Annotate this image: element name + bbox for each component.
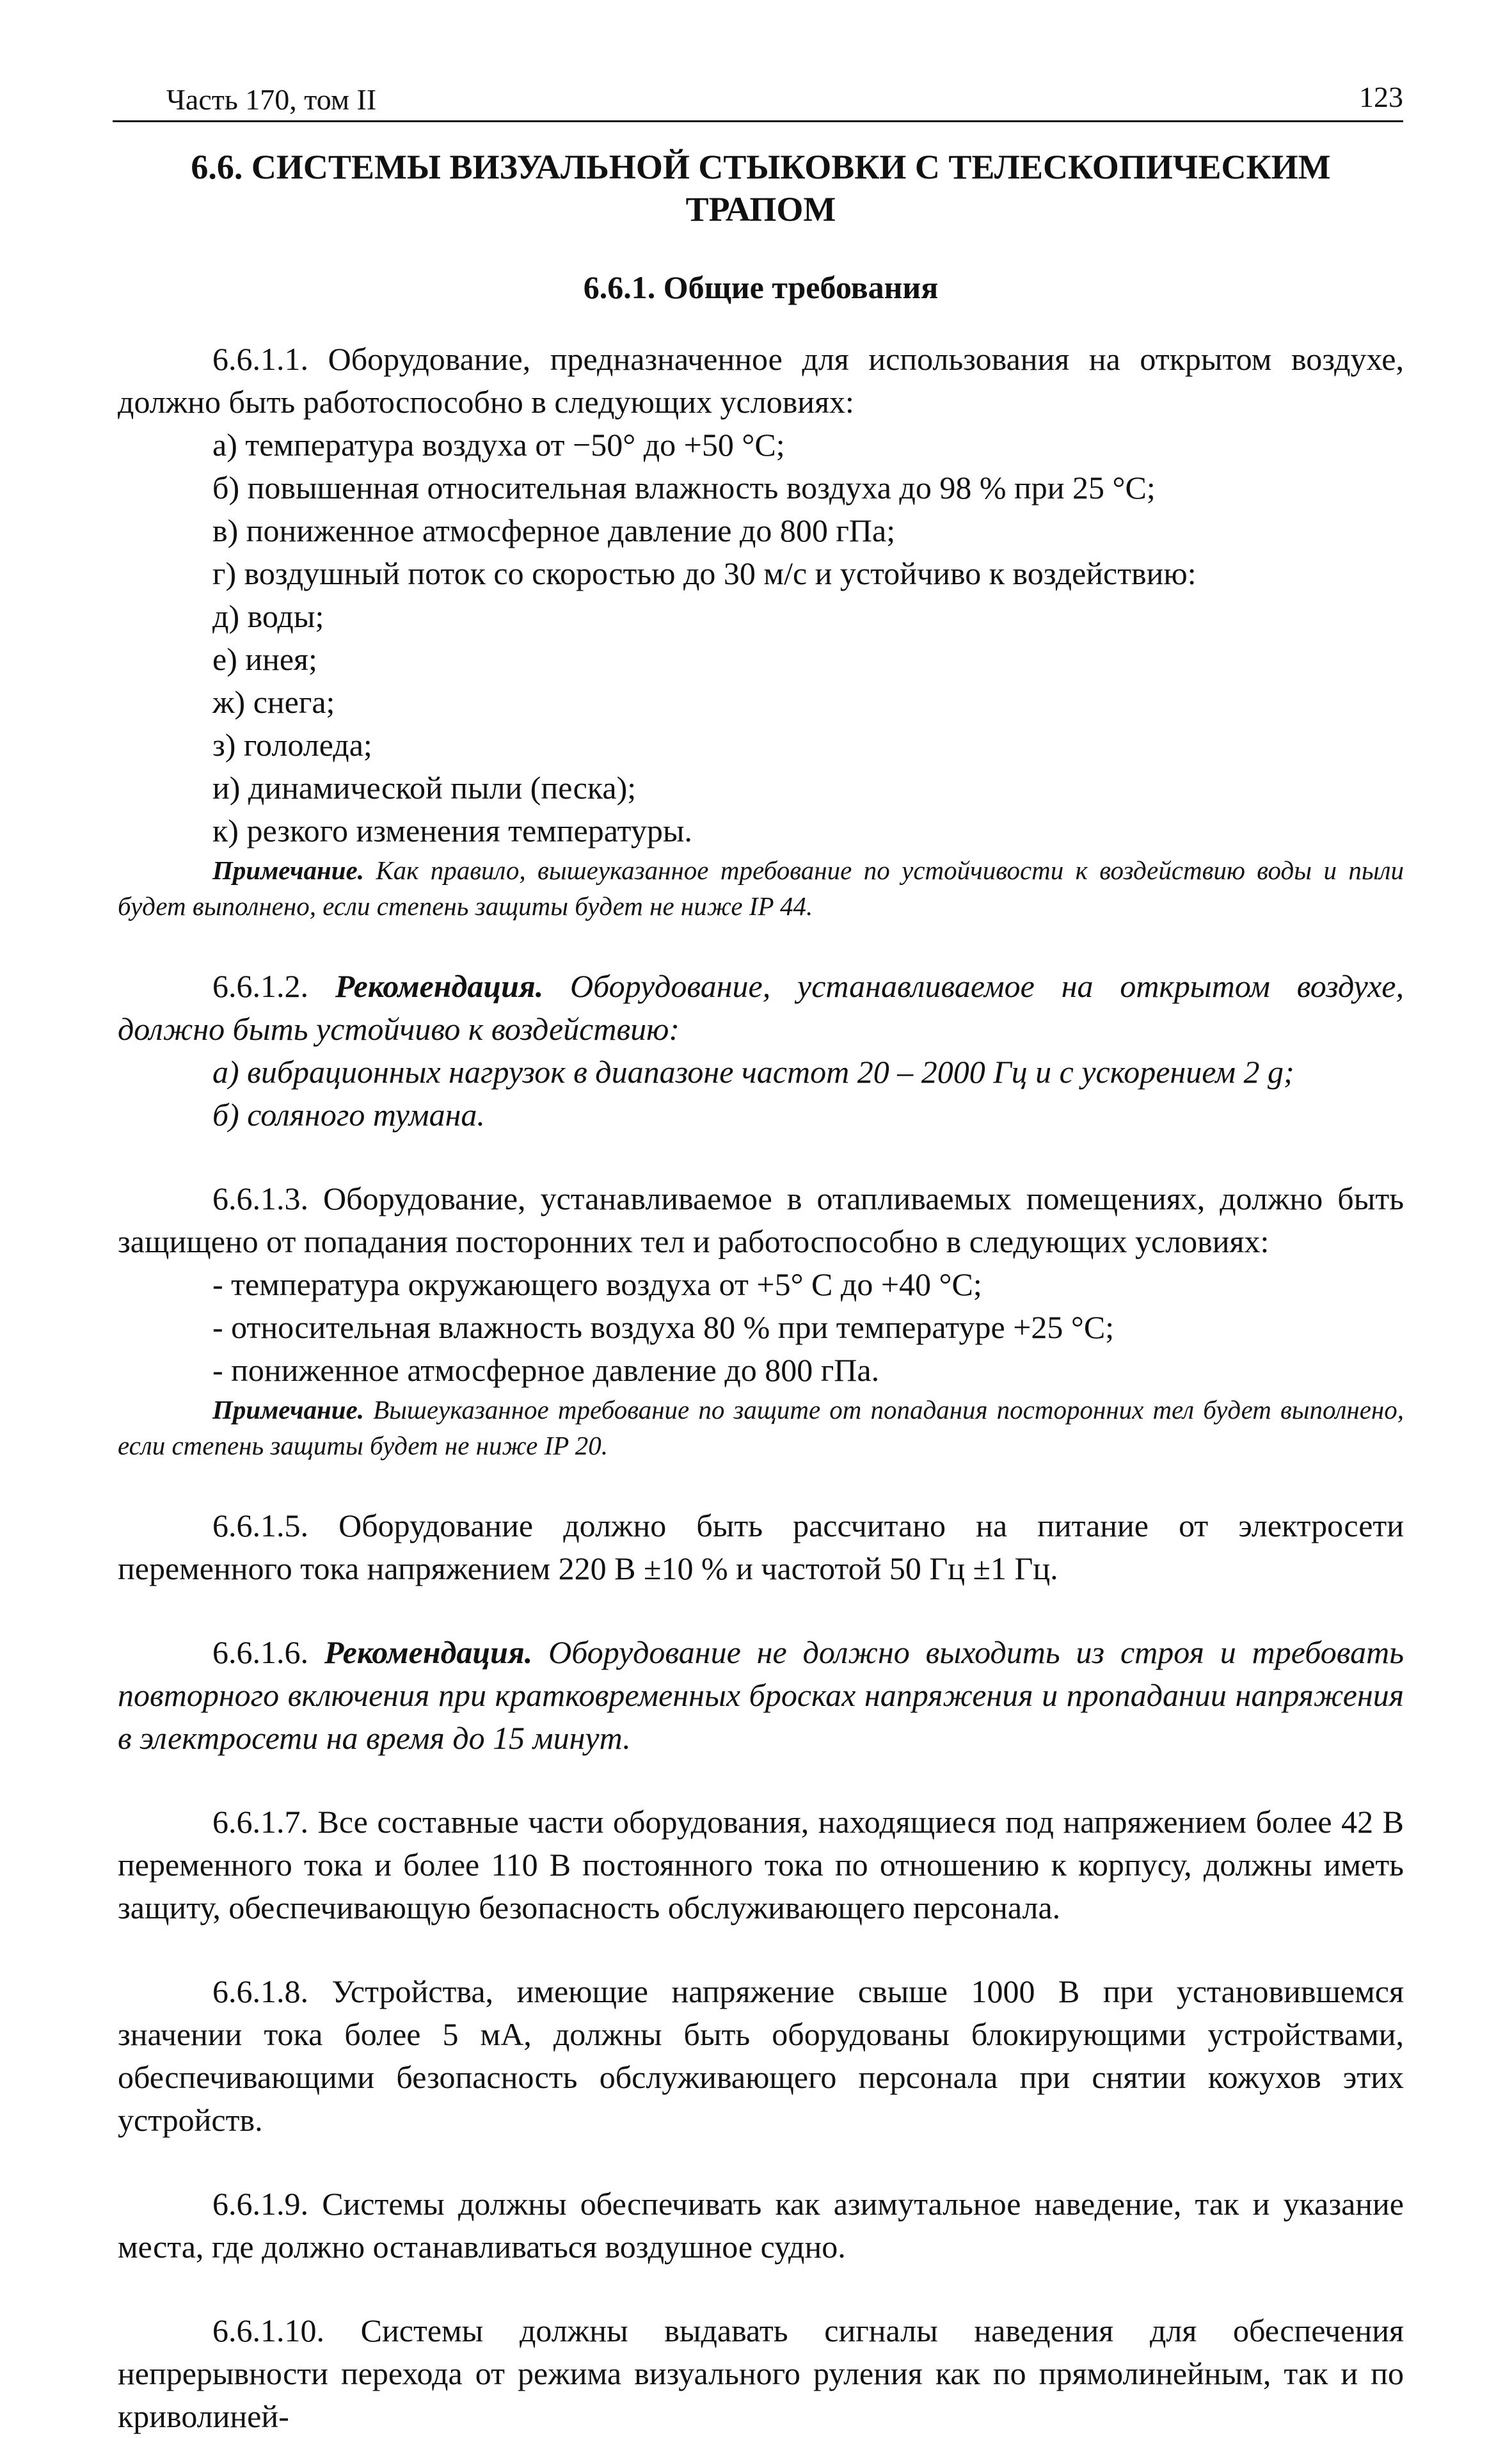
note-text: Как правило, вышеуказанное требование по устойчивости к воздействию воды и пыли будет выполнено, если степень защиты будет не ниже IP 44. [118,856,1404,921]
header-part-volume: Часть 170, том II [166,83,377,116]
list-item: е) инея; [212,641,317,677]
list-item: а) температура воздуха от −50° до +50 °С; [212,427,785,463]
paragraph-6-6-1-3: 6.6.1.3. Оборудование, устанавливаемое в отапливаемых помещениях, должно быть защищено от попадания посторонних тел и работоспособно в следующих условиях: [118,1181,1404,1259]
list-item: а) вибрационных нагрузок в диапазоне частот 20 – 2000 Гц и с ускорением 2 g; [212,1054,1294,1090]
list-item: з) гололеда; [212,727,372,763]
paragraph-6-6-1-1: 6.6.1.1. Оборудование, предназначенное для использования на открытом воздухе, должно быть работоспособно в следующих условиях: [118,341,1404,420]
list-item: и) динамической пыли (песка); [212,770,637,806]
note-label: Примечание. [212,856,364,885]
list-item: б) соляного тумана. [212,1097,485,1133]
list-item: б) повышенная относительная влажность воздуха до 98 % при 25 °С; [212,470,1156,506]
list-item: к) резкого изменения температуры. [212,813,692,849]
list-item: д) воды; [212,598,324,634]
note-label: Примечание. [212,1395,364,1424]
section-title: 6.6. СИСТЕМЫ ВИЗУАЛЬНОЙ СТЫКОВКИ С ТЕЛЕСКОПИЧЕСКИМ ТРАПОМ [191,148,1331,228]
clause-text: Оборудование, устанавливаемое на открытом воздухе, должно быть устойчиво к воздействию: [118,968,1404,1047]
paragraph-6-6-1-2 [118,965,1404,1051]
clause-number: 6.6.1.2. [212,968,335,1004]
list-item: - пониженное атмосферное давление до 800 гПа. [212,1352,880,1388]
paragraph-6-6-1-8: 6.6.1.8. Устройства, имеющие напряжение свыше 1000 В при установившемся значении тока более 5 мА, должны быть оборудованы блокирующими устройствами, обеспечивающими безопасность обслуживающего персонала при снятии кожухов этих устройств. [118,1973,1404,2138]
note-6-6-1-1 [118,852,1404,924]
paragraph-6-6-1-5: 6.6.1.5. Оборудование должно быть рассчитано на питание от электросети переменного тока напряжением 220 В ±10 % и частотой 50 Гц ±1 Гц. [118,1508,1404,1586]
subsection-title: 6.6.1. Общие требования [583,269,939,305]
list-item: г) воздушный поток со скоростью до 30 м/с и устойчиво к воздействию: [212,555,1197,591]
recommendation-label: Рекомендация. [335,968,544,1004]
list-item: - относительная влажность воздуха 80 % при температуре +25 °С; [212,1309,1115,1345]
note-6-6-1-3 [118,1392,1404,1463]
list-item: в) пониженное атмосферное давление до 800 гПа; [212,513,896,548]
list-item: ж) снега; [212,684,335,720]
running-header [113,61,1403,122]
list-item: - температура окружающего воздуха от +5° С до +40 °С; [212,1266,982,1302]
note-text: Вышеуказанное требование по защите от попадания посторонних тел будет выполнено, если степень защиты будет не ниже IP 20. [118,1395,1404,1460]
page-body [118,146,1404,2438]
paragraph-6-6-1-10: 6.6.1.10. Системы должны выдавать сигналы наведения для обеспечения непрерывности перехода от режима визуального руления как по прямолинейным, так и по криволиней- [118,2313,1404,2434]
clause-text: Оборудование не должно выходить из строя и требовать повторного включения при кратковременных бросках напряжения и пропадании напряжения в электросети на время до 15 минут. [118,1634,1404,1756]
paragraph-6-6-1-7: 6.6.1.7. Все составные части оборудования, находящиеся под напряжением более 42 В переменного тока и более 110 В постоянного тока по отношению к корпусу, должны иметь защиту, обеспечивающую безопасность обслуживающего персонала. [118,1804,1404,1925]
clause-number: 6.6.1.6. [212,1634,324,1670]
paragraph-6-6-1-6 [118,1631,1404,1760]
recommendation-label: Рекомендация. [324,1634,533,1670]
page-number: 123 [1359,81,1403,113]
paragraph-6-6-1-9: 6.6.1.9. Системы должны обеспечивать как азимутальное наведение, так и указание места, где должно останавливаться воздушное судно. [118,2186,1404,2265]
